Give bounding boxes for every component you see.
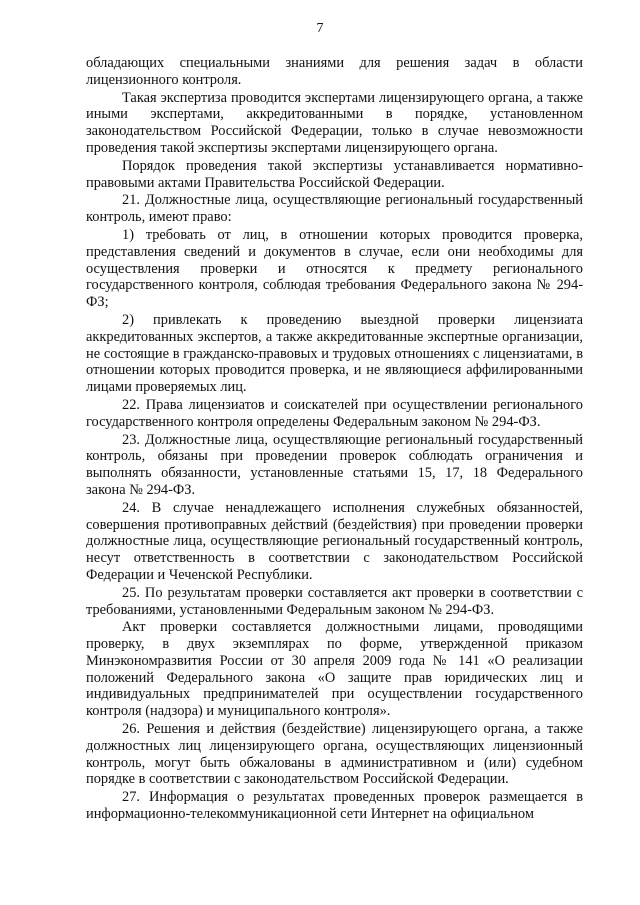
document-body [86,55,583,824]
paragraph: Акт проверки составляется должностными лицами, проводящими проверку, в двух экземплярах по форме, утвержденной приказом Минэкономразвития России от 30 апреля 2009 года № 141 «О реализации положений Федерального закона «О защите прав юридических лиц и индивидуальных предпринимателей при осуществлении государственного контроля (надзора) и муниципального контроля». [86,619,583,720]
paragraph: Порядок проведения такой экспертизы устанавливается нормативно-правовыми актами Правительства Российской Федерации. [86,157,583,191]
paragraph: 2) привлекать к проведению выездной проверки лицензиата аккредитованных экспертов, а также аккредитованные экспертные организации, не состоящие в гражданско-правовых и трудовых отношениях с лицензиатами, в отношении которых проводится проверка, и не являющиеся аффилированными лицами проверяемых лиц. [86,311,583,396]
paragraph: 1) требовать от лиц, в отношении которых проводится проверка, представления сведений и документов в случае, если они необходимы для осуществления проверки и относятся к предмету регионального государственного контроля, соблюдая требования Федерального закона № 294-ФЗ; [86,226,583,311]
paragraph: обладающих специальными знаниями для решения задач в области лицензионного контроля. [86,55,583,88]
paragraph: 26. Решения и действия (бездействие) лицензирующего органа, а также должностных лиц лицензирующего органа, осуществляющих лицензионный контроль, могут быть обжалованы в административном и (или) судебном порядке в соответствии с законодательством Российской Федерации. [86,721,583,788]
paragraph: 22. Права лицензиатов и соискателей при осуществлении регионального государственного контроля определены Федеральным законом № 294-ФЗ. [86,396,583,430]
paragraph: 27. Информация о результатах проведенных проверок размещается в информационно-телекоммуникационной сети Интернет на официальном [86,789,583,823]
paragraph: 23. Должностные лица, осуществляющие региональный государственный контроль, обязаны при проведении проверок соблюдать ограничения и выполнять обязанности, установленные статьями 15, 17, 18 Федерального закона № 294-ФЗ. [86,431,583,498]
paragraph: 21. Должностные лица, осуществляющие региональный государственный контроль, имеют право: [86,192,583,226]
page-number: 7 [316,21,324,36]
paragraph: 24. В случае ненадлежащего исполнения служебных обязанностей, совершения противоправных действий (бездействия) при проведении проверки должностные лица, осуществляющие региональный государственный контроль, несут ответственность в соответствии с законодательством Российской Федерации и Чеченской Республики. [86,499,583,583]
paragraph: 25. По результатам проверки составляется акт проверки в соответствии с требованиями, установленными Федеральным законом № 294-ФЗ. [86,584,583,618]
paragraph: Такая экспертиза проводится экспертами лицензирующего органа, а также иными экспертами, аккредитованными в порядке, установленном законодательством Российской Федерации, только в случае невозможности проведения такой экспертизы экспертами лицензирующего органа. [86,89,583,156]
